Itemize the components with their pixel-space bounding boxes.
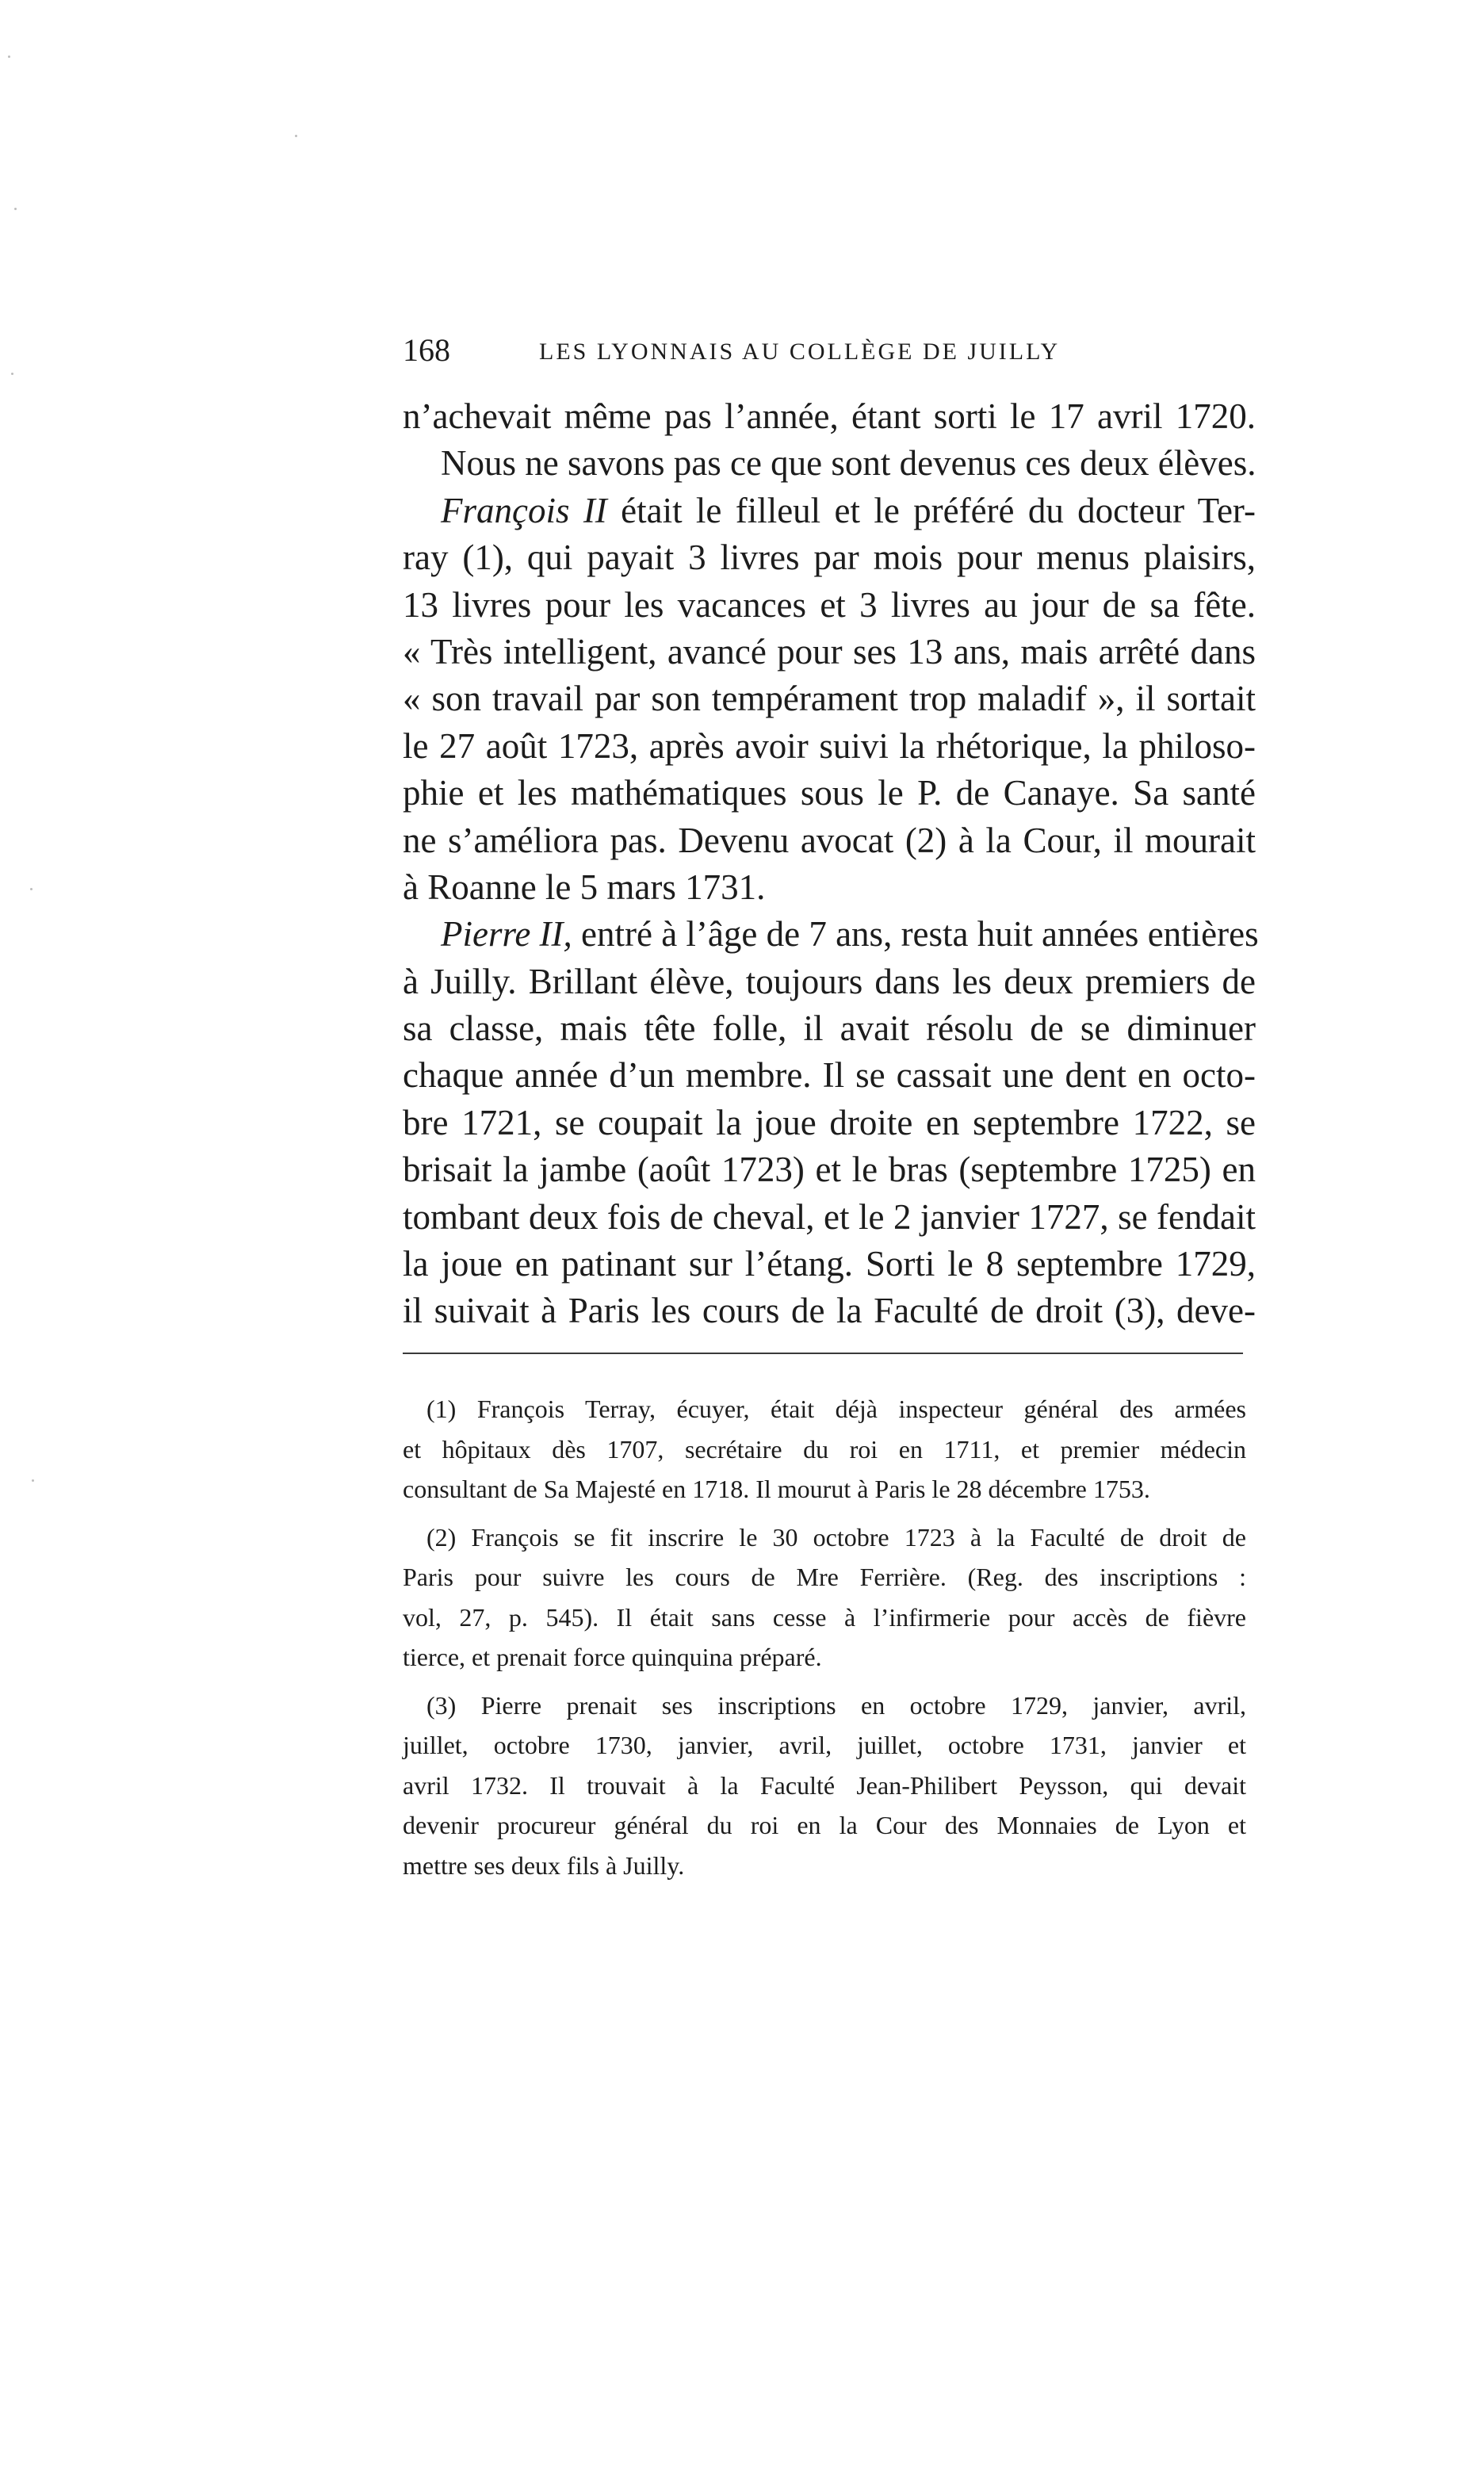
scan-speck [32, 1479, 34, 1482]
scan-speck [295, 135, 297, 137]
body-line: tombant deux fois de cheval, et le 2 janvier 1727, se fendait [403, 1196, 1256, 1237]
body-line: « Très intelligent, avancé pour ses 13 ans, mais arrêté dans [403, 631, 1256, 672]
footnote-line: vol, 27, p. 545). Il était sans cesse à l’infirmerie pour accès de fièvre [403, 1602, 1246, 1632]
page-header [403, 327, 1094, 374]
italic-name: François II [441, 490, 607, 530]
italic-name: Pierre II, [441, 914, 572, 955]
footnote-2 [403, 1517, 1246, 1678]
running-title: LES LYONNAIS AU COLLÈGE DE JUILLY [539, 339, 1061, 365]
body-line: sa classe, mais tête folle, il avait résolu de se diminuer [403, 1008, 1256, 1049]
footnote-line: (3) Pierre prenait ses inscriptions en octobre 1729, janvier, avril, [426, 1690, 1246, 1720]
footnote-divider [403, 1353, 1243, 1354]
body-text [403, 393, 1259, 1335]
footnote-line: tierce, et prenait force quinquina préparé. [403, 1643, 822, 1671]
body-line: chaque année d’un membre. Il se cassait une dent en octo- [403, 1055, 1256, 1096]
footnote-line: et hôpitaux dès 1707, secrétaire du roi en 1711, et premier médecin [403, 1434, 1246, 1464]
footnote-line: avril 1732. Il trouvait à la Faculté Jean-Philibert Peysson, qui devait [403, 1770, 1246, 1800]
body-line: ray (1), qui payait 3 livres par mois pour menus plaisirs, [403, 538, 1256, 578]
body-line: bre 1721, se coupait la joue droite en septembre 1722, se [403, 1102, 1256, 1142]
footnote-line: Paris pour suivre les cours de Mre Ferrière. (Reg. des inscriptions : [403, 1563, 1246, 1591]
body-line: n’achevait même pas l’année, étant sorti le 17 avril 1720. [403, 396, 1256, 436]
body-line: le 27 août 1723, après avoir suivi la rhétorique, la philoso- [403, 725, 1256, 766]
footnote-line: devenir procureur général du roi en la Cour des Monnaies de Lyon et [403, 1811, 1246, 1839]
body-line: il suivait à Paris les cours de la Faculté de droit (3), deve- [403, 1291, 1256, 1331]
scan-speck [14, 208, 17, 210]
scan-speck [30, 888, 33, 890]
body-line: à Roanne le 5 mars 1731. [403, 867, 766, 907]
page-number: 168 [403, 332, 450, 368]
footnote-line: mettre ses deux fils à Juilly. [403, 1850, 685, 1880]
body-line: Pierre II, entré à l’âge de 7 ans, resta huit années entières [441, 914, 1259, 955]
footnote-line: juillet, octobre 1730, janvier, avril, juillet, octobre 1731, janvier et [403, 1731, 1246, 1759]
body-line: François II était le filleul et le préféré du docteur Ter- [441, 490, 1256, 530]
footnote-line: (1) François Terray, écuyer, était déjà inspecteur général des armées [426, 1395, 1246, 1423]
body-line: phie et les mathématiques sous le P. de Canaye. Sa santé [403, 773, 1256, 813]
footnote-3 [403, 1686, 1246, 1886]
body-line: la joue en patinant sur l’étang. Sorti le 8 septembre 1729, [403, 1244, 1256, 1284]
footnotes [403, 1389, 1246, 1885]
body-line: ne s’améliora pas. Devenu avocat (2) à la Cour, il mourait [403, 820, 1256, 860]
body-line: Nous ne savons pas ce que sont devenus ces deux élèves. [441, 443, 1256, 484]
scan-speck [11, 373, 13, 375]
body-line: à Juilly. Brillant élève, toujours dans les deux premiers de [403, 961, 1256, 1001]
footnote-line: (2) François se fit inscrire le 30 octobre 1723 à la Faculté de droit de [426, 1522, 1246, 1552]
footnote-1 [403, 1389, 1246, 1510]
body-line: 13 livres pour les vacances et 3 livres au jour de sa fête. [403, 584, 1256, 625]
footnote-line: consultant de Sa Majesté en 1718. Il mourut à Paris le 28 décembre 1753. [403, 1475, 1150, 1503]
scan-speck [8, 55, 10, 58]
body-line: « son travail par son tempérament trop maladif », il sortait [403, 679, 1256, 719]
body-line: brisait la jambe (août 1723) et le bras (septembre 1725) en [403, 1150, 1256, 1190]
